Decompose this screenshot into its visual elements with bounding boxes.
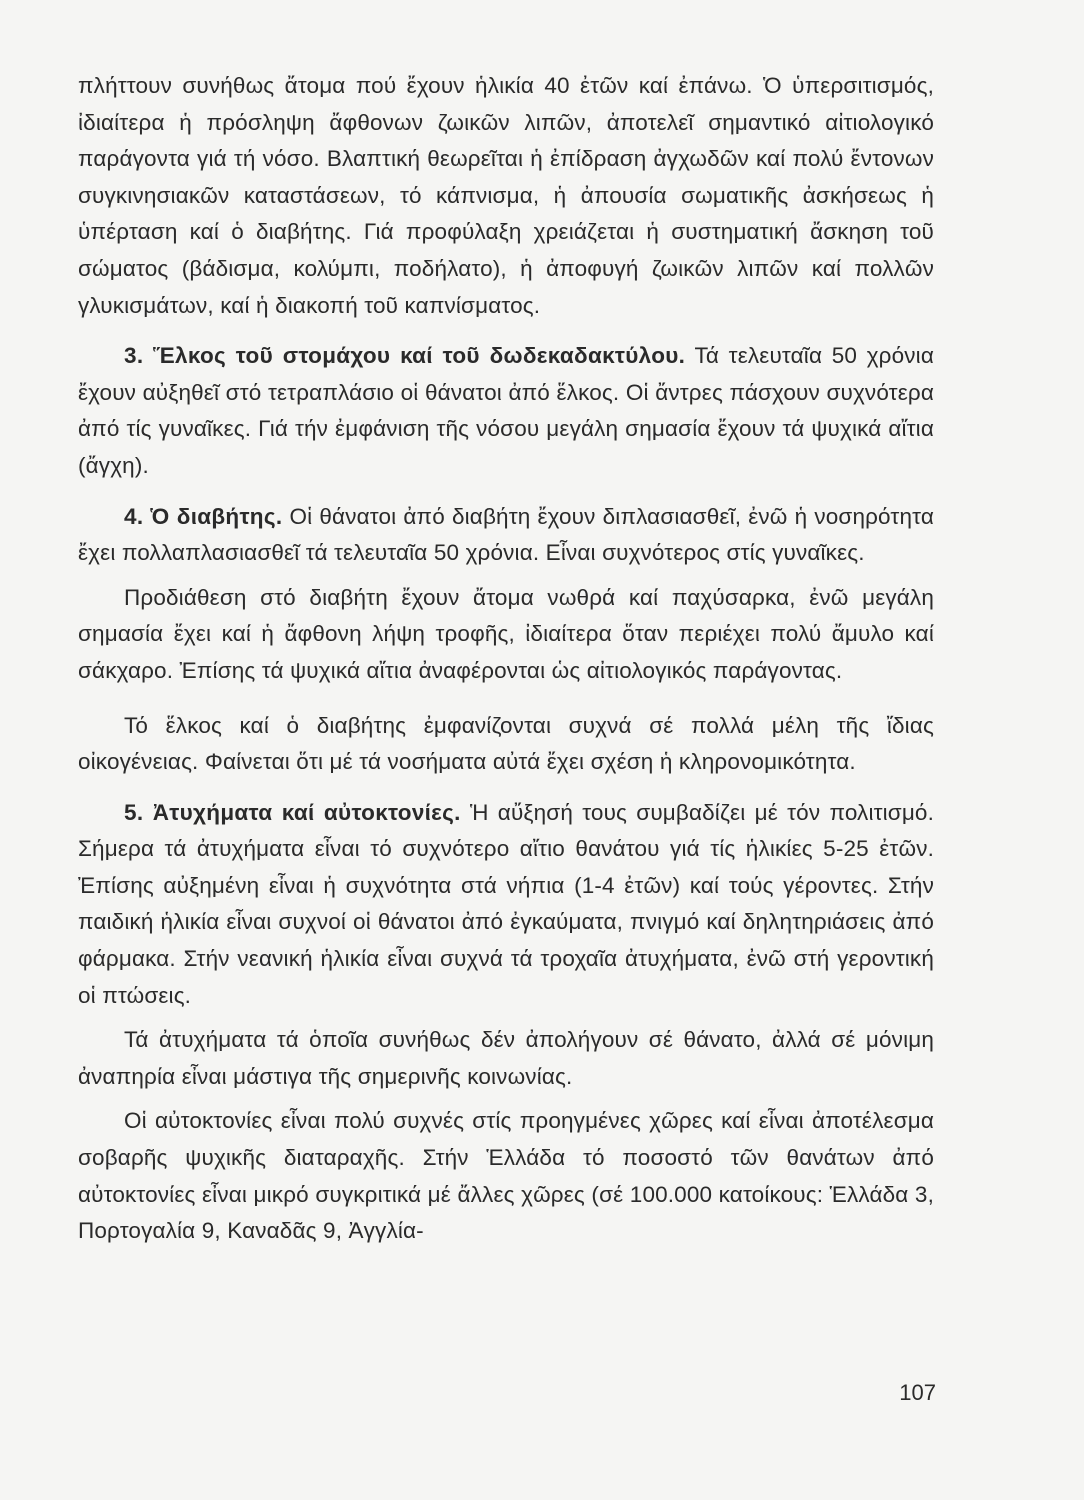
page-number: 107 (899, 1380, 936, 1405)
section-4-heading: 4. Ὁ διαβήτης. (124, 503, 283, 529)
section-4-paragraph-3: Τό ἕλκος καί ὁ διαβήτης ἐμφανίζονται συχνά σέ πολλά μέλη τῆς ἴδιας οἰκογένειας. Φαίνεται ὅτι μέ τά νοσήματα αὐτά ἔχει σχέση ἡ κληρονομικότητα. (78, 712, 934, 775)
section-3-text: Τά τελευταῖα 50 χρόνια ἔχουν αὐξηθεῖ στό τετραπλάσιο οἱ θάνατοι ἀπό ἕλκος. Οἱ ἄντρες πάσχουν συχνότερα ἀπό τίς γυναῖκες. Γιά τήν ἐμφάνιση τῆς νόσου μεγάλη σημασία ἔχουν τά ψυχικά αἴτια (ἄγχη). (78, 343, 934, 478)
section-5-paragraph (78, 795, 934, 1015)
section-5-paragraph-2: Τά ἀτυχήματα τά ὁποῖα συνήθως δέν ἀπολήγουν σέ θάνατο, ἀλλά σέ μόνιμη ἀναπηρία εἶναι μάστιγα τῆς σημερινῆς κοινωνίας. (78, 1027, 934, 1089)
section-5-heading: 5. Ἀτυχήματα καί αὐτοκτονίες. (124, 799, 461, 825)
section-3-heading: 3. Ἕλκος τοῦ στομάχου καί τοῦ δωδεκαδακτύλου. (124, 343, 686, 369)
section-5-text: Ἡ αὔξησή τους συμβαδίζει μέ τόν πολιτισμό. Σήμερα τά ἀτυχήματα εἶναι τό συχνότερο αἴτιο θανάτου γιά τίς ἡλικίες 5-25 ἐτῶν. Ἐπίσης αὐξημένη εἶναι ἡ συχνότητα στά νήπια (1-4 ἐτῶν) καί τούς γέροντες. Στήν παιδική ἡλικία εἶναι συχνοί οἱ θάνατοι ἀπό ἐγκαύματα, πνιγμό καί δηλητηριάσεις ἀπό φάρμακα. Στήν νεανική ἡλικία εἶναι συχνά τά τροχαῖα ἀτυχήματα, ἐνῶ στή γεροντική οἱ πτώσεις. (78, 799, 934, 1008)
section-4-text: Οἱ θάνατοι ἀπό διαβήτη ἔχουν διπλασιασθεῖ, ἐνῶ ἡ νοσηρότητα ἔχει πολλαπλασιασθεῖ τά τελευταῖα 50 χρόνια. Εἶναι συχνότερος στίς γυναῖκες. (78, 503, 934, 566)
section-4-paragraph-2: Προδιάθεση στό διαβήτη ἔχουν ἄτομα νωθρά καί παχύσαρκα, ἐνῶ μεγάλη σημασία ἔχει καί ἡ ἄφθονη λήψη τροφῆς, ἰδιαίτερα ὅταν περιέχει πολύ ἄμυλο καί σάκχαρο. Ἐπίσης τά ψυχικά αἴτια ἀναφέρονται ὡς αἰτιολογικός παράγοντας. (78, 584, 934, 683)
section-3-paragraph (78, 338, 934, 484)
section-5-paragraph-3: Οἱ αὐτοκτονίες εἶναι πολύ συχνές στίς προηγμένες χῶρες καί εἶναι ἀποτέλεσμα σοβαρῆς ψυχικῆς διαταραχῆς. Στήν Ἑλλάδα τό ποσοστό τῶν θανάτων ἀπό αὐτοκτονίες εἶναι μικρό συγκριτικά μέ ἄλλες χῶρες (σέ 100.000 κατοίκους: Ἑλλάδα 3, Πορτογαλία 9, Καναδᾶς 9, Ἀγγλία- (78, 1108, 934, 1244)
section-4-paragraph (78, 499, 934, 572)
intro-paragraph: πλήττουν συνήθως ἄτομα πού ἔχουν ἡλικία 40 ἐτῶν καί ἐπάνω. Ὁ ὑπερσιτισμός, ἰδιαίτερα ἡ πρόσληψη ἄφθονων ζωικῶν λιπῶν, ἀποτελεῖ σημαντικό αἰτιολογικό παράγοντα γιά τή νόσο. Βλαπτική θεωρεῖται ἡ ἐπίδραση ἀγχωδῶν καί πολύ ἔντονων συγκινησιακῶν καταστάσεων, τό κάπνισμα, ἡ ἀπουσία σωματικῆς ἀσκήσεως ἡ ὑπέρταση καί ὁ διαβήτης. Γιά προφύλαξη χρειάζεται ἡ συστηματική ἄσκηση τοῦ σώματος (βάδισμα, κολύμπι, ποδήλατο), ἡ ἀποφυγή ζωικῶν λιπῶν καί πολλῶν γλυκισμάτων, καί ἡ διακοπή τοῦ καπνίσματος. (78, 73, 934, 318)
page-body (78, 68, 934, 1250)
